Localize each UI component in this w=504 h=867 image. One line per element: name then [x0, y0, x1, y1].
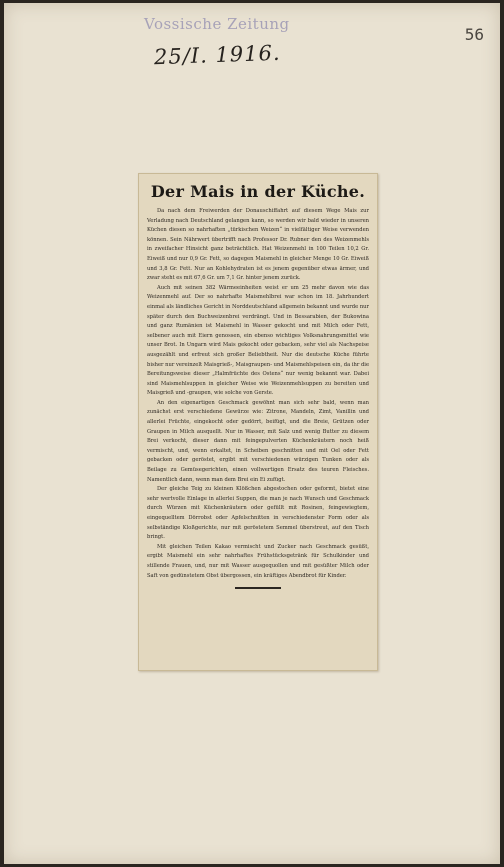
- newspaper-stamp: Vossische Zeitung: [144, 15, 290, 33]
- article-paragraph: Der gleiche Teig zu kleinen Klößchen abgestochen oder geformt, bietet eine sehr wertvolle Einlage in allerlei Suppen, die man je nach Wunsch und Geschmack durch Würzen mit Küchenkräutern oder gefüllt mit Rosinen, feingewiegtem, eingequelltem Dörrobst oder Apfelschnitten in verschiedenster Form oder als selbständige Kloßgerichte, nur mit geröstetem Semmel überstreut, auf den Tisch bringt.: [147, 486, 369, 541]
- article-paragraph: An den eigenartigen Geschmack gewöhnt man sich sehr bald, wenn man zunächst erst verschiedene Gewürze wie: Zitrone, Mandeln, Zimt, Vanillin und allerlei Früchte, eingekocht oder gedörrt, beifügt, und die Breie, Grützen oder Graupen in Milch ausquellt. Nur in Wasser, mit Salz und wenig Butter zu diesem Brei verkocht, dieser dann mit feingepulverten Küchenkräutern noch heiß vermischt, und, wenn erkaltet, in Scheiben geschnitten und mit Oel oder Fett gebacken oder geröstet, ergibt mit verschiedenen würzigen Tunken oder als Beilage zu Gemüsegerichten, einen vollwertigen Ersatz des teuren Fleisches. Namentlich dann, wenn man dem Brei ein Ei zufügt.: [147, 399, 369, 483]
- newspaper-clipping: [138, 173, 378, 671]
- article-title: Der Mais in der Küche.: [150, 182, 366, 201]
- page-number: 56: [464, 25, 484, 44]
- article-paragraph: Da nach dem Freiwerden der Donauschiffahrt auf diesem Wege Mais zur Verladung nach Deutschland gelangen kann, so werden wir bald wieder in unseren Küchen diesen so nahrhaften „türkischen Weizen“ in vielfältiger Weise verwenden können. Sein Nährwert übertrifft nach Professor Dr. Rubner den des Weizenmehls in zweifacher Hinsicht ganz beträchtlich. Hat Weizenmehl in 100 Teilen 10,2 Gr. Eiweiß und nur 0,9 Gr. Fett, so dagegen Maismehl in gleicher Menge 10 Gr. Eiweiß und 3,8 Gr. Fett. Nur an Kohlehydraten ist es jenem gegenüber etwas ärmer, und zwar steht es mit 67,6 Gr. um 7,1 Gr. hinter jenem zurück.: [147, 208, 369, 282]
- article-paragraph: Auch mit seinen 382 Wärmeeinheiten weist er um 25 mehr davon wie das Weizenmehl auf. Der so nahrhafte Maismehlbrei war schon im 18. Jahrhundert einmal als ländliches Gericht in Norddeutschland allgemein bekannt und wurde nur später durch den Buchweizenbrei verdrängt. Und in Bessarabien, der Bukowina und ganz Rumänien ist Maismehl in Wasser gekocht und mit Milch oder Fett, selbener auch mit Eiern genossen, ein ebenso wichtiges Volksnahrungsmittel wie unser Brot. In Ungarn wird Mais gekocht oder gebacken, sehr viel als Nachspeise ausgezählt und erfreut sich großer Beliebtheit. Nur die deutsche Küche führte bisher nur vereinzelt Maisgrieß-, Maisgraupen- und Maismehlspeisen ein, da ihr die Bereitungsweise dieser „Halmfrüchte des Ostens“ nur wenig bekannt war. Dabei sind Maismehlsuppen in gleicher Weise wie Weizenmehlsuppen zu bereiten und Maisgrieß und -graupen, wie solche von Gerste.: [147, 284, 370, 397]
- handwritten-date: 25/I. 1916.: [153, 40, 281, 70]
- end-rule: [235, 587, 281, 589]
- article-paragraph: Mit gleichen Teilen Kakao vermischt und Zucker nach Geschmack gesüßt, ergibt Maismehl ein sehr nahrhaftes Frühstücksgetränk für Schulkinder und stillende Frauen, und, nur mit Wasser ausgequollen und mit gesüßter Milch oder Saft von gedünstetem Obst übergossen, ein kräftiges Abendbrot für Kinder.: [147, 543, 369, 579]
- archive-sheet: [4, 3, 500, 864]
